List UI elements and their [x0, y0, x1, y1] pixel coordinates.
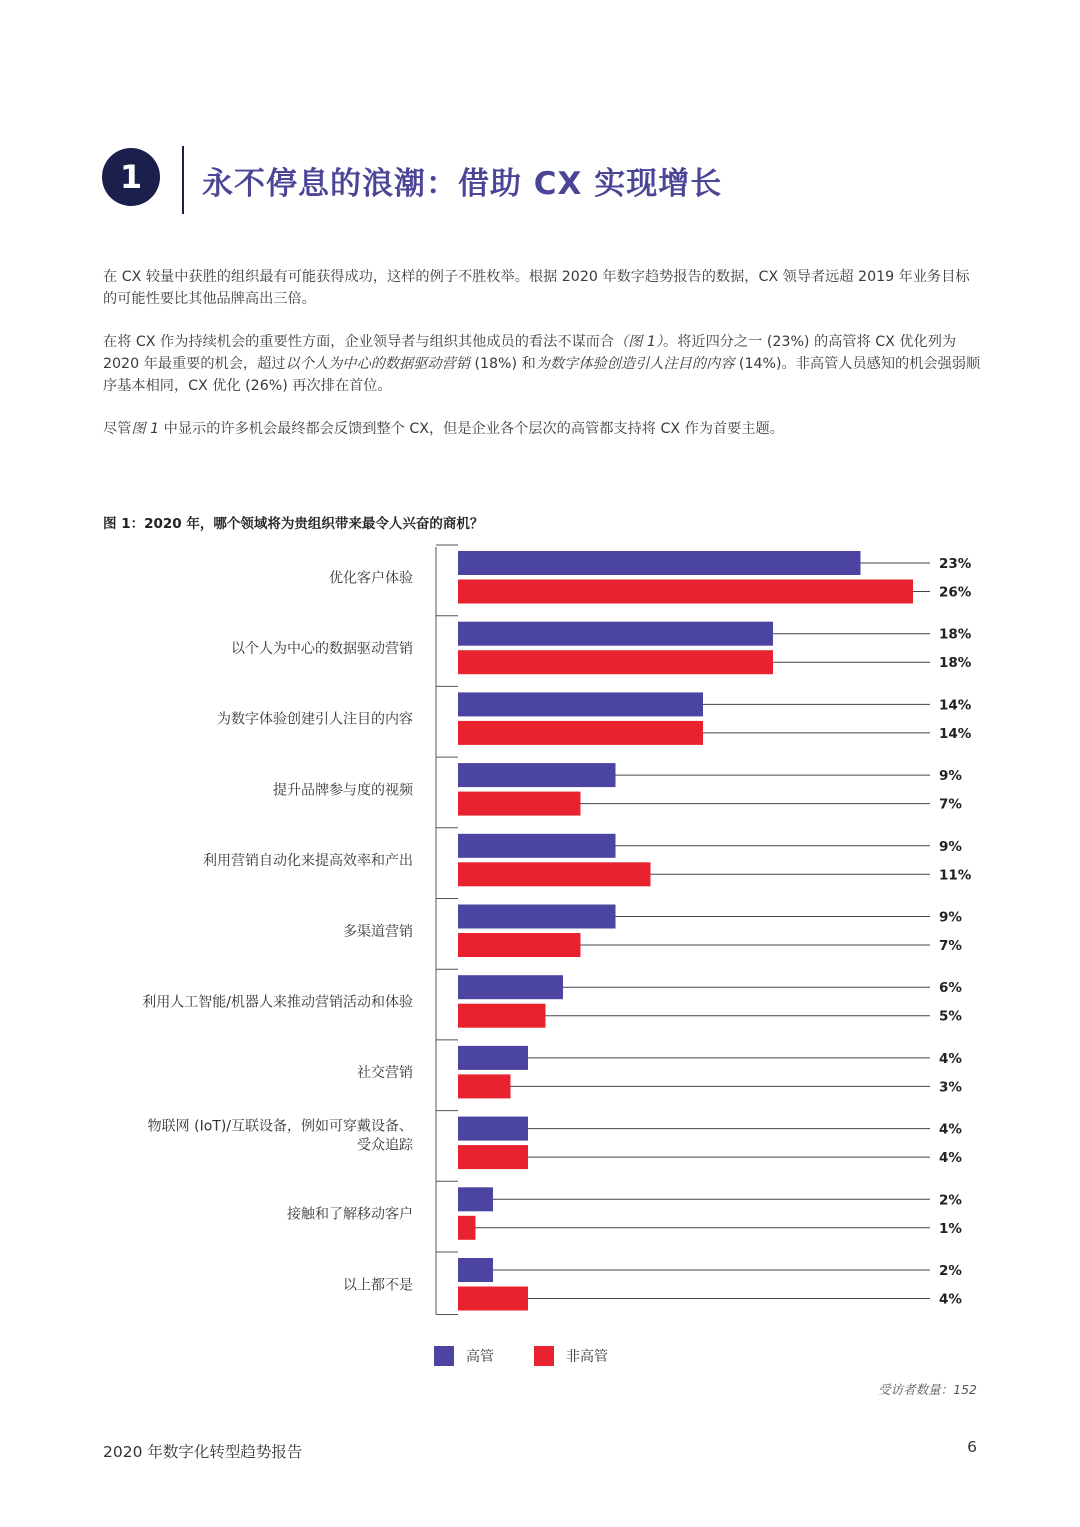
data-label: 18% — [939, 655, 972, 672]
category-label: 利用人工智能/机器人来推动营销活动和体验 — [142, 994, 413, 1011]
data-label: 1% — [939, 1220, 962, 1237]
category-label: 社交营销 — [357, 1065, 413, 1082]
data-label: 7% — [939, 938, 962, 954]
bar-non-executives — [458, 1287, 528, 1311]
bar-executives — [458, 692, 703, 716]
bar-executives — [458, 1046, 528, 1070]
legend-item-non-executives — [534, 1346, 608, 1366]
bar-non-executives — [458, 1216, 476, 1240]
category-label: 利用营销自动化来提高效率和产出 — [203, 853, 413, 870]
paragraph-2-text-4: (14%)。非高管人员感知的机会强弱顺序基本相同，CX 优化 (26%) 再次排在首位。 — [103, 356, 981, 394]
bar-executives — [458, 551, 861, 575]
bar-executives — [458, 1117, 528, 1141]
category-label: 为数字体验创建引人注目的内容 — [217, 711, 413, 728]
data-label: 7% — [939, 796, 962, 813]
data-label: 9% — [939, 909, 962, 926]
bar-executives — [458, 622, 773, 646]
paragraph-3 — [103, 418, 983, 440]
data-label: 2% — [939, 1263, 962, 1279]
paragraph-3-text-2: 中显示的许多机会最终都会反馈到整个 CX，但是企业各个层次的高管都支持将 CX 作为首要主题。 — [159, 421, 784, 437]
data-label: 4% — [939, 1050, 962, 1067]
paragraph-2-text-3: (18%) 和 — [469, 356, 536, 372]
bar-non-executives — [458, 1074, 511, 1098]
bar-non-executives — [458, 862, 651, 886]
figure-reference: （图 1） — [614, 334, 664, 350]
paragraph-1: 在 CX 较量中获胜的组织最有可能获得成功，这样的例子不胜枚举。根据 2020 年数字趋势报告的数据，CX 领导者远超 2019 年业务目标的可能性要比其他品牌高出三倍。 — [103, 269, 970, 307]
data-label: 5% — [939, 1008, 962, 1025]
data-label: 9% — [939, 838, 962, 855]
sample-size-note: 受访者数量：152 — [878, 1382, 977, 1397]
opportunities-bar-chart — [0, 540, 1080, 1320]
legend-swatch-non-executives — [534, 1346, 554, 1366]
bar-executives — [458, 834, 616, 858]
bar-non-executives — [458, 1145, 528, 1169]
bar-non-executives — [458, 650, 773, 674]
page-title: 永不停息的浪潮：借助 CX 实现增长 — [202, 166, 723, 202]
legend-label-executives: 高管 — [466, 1349, 494, 1365]
figure-caption: 图 1：2020 年，哪个领域将为贵组织带来最令人兴奋的商机？ — [103, 516, 484, 532]
legend-swatch-executives — [434, 1346, 454, 1366]
emphasis-compelling-content: 为数字体验创造引人注目的内容 — [535, 356, 735, 372]
category-label: 以上都不是 — [343, 1277, 413, 1294]
bar-non-executives — [458, 792, 581, 816]
data-label: 3% — [939, 1079, 962, 1096]
data-label: 4% — [939, 1291, 962, 1308]
category-label: 接触和了解移动客户 — [287, 1206, 413, 1223]
data-label: 4% — [939, 1150, 962, 1167]
data-label: 11% — [939, 867, 972, 884]
data-label: 18% — [939, 626, 972, 643]
data-label: 9% — [939, 768, 962, 785]
bar-non-executives — [458, 580, 913, 604]
category-label: 物联网 (IoT)/互联设备，例如可穿戴设备、受众追踪 — [147, 1118, 413, 1154]
bar-non-executives — [458, 1004, 546, 1028]
legend-item-executives — [434, 1346, 494, 1366]
data-label: 14% — [939, 725, 972, 742]
data-label: 14% — [939, 697, 972, 714]
bar-non-executives — [458, 933, 581, 957]
category-label: 以个人为中心的数据驱动营销 — [231, 640, 413, 657]
paragraph-2 — [103, 331, 983, 397]
data-label: 23% — [939, 556, 972, 572]
paragraph-3-text-1: 尽管 — [103, 421, 132, 437]
legend-label-non-executives: 非高管 — [566, 1349, 608, 1365]
data-label: 2% — [939, 1192, 962, 1209]
data-label: 6% — [939, 980, 962, 997]
chart-legend — [434, 1346, 648, 1366]
bar-executives — [458, 975, 563, 999]
category-label: 多渠道营销 — [343, 923, 413, 940]
header-divider — [182, 146, 184, 214]
section-header — [102, 142, 1002, 218]
category-label: 优化客户体验 — [329, 570, 413, 587]
bar-executives — [458, 1258, 493, 1282]
footer-report-title: 2020 年数字化转型趋势报告 — [103, 1443, 303, 1461]
data-label: 26% — [939, 584, 972, 601]
page-number: 6 — [967, 1438, 977, 1456]
section-number-badge: 1 — [102, 148, 160, 206]
category-label: 提升品牌参与度的视频 — [273, 782, 413, 799]
data-label: 4% — [939, 1121, 962, 1138]
bar-executives — [458, 1187, 493, 1211]
paragraph-2-text-2: 。将近四分之一 (23%) 的高管将 CX 优化列为 2020 年最重要的机会，超过 — [103, 334, 957, 372]
figure-reference: 图 1 — [131, 421, 160, 437]
paragraph-2-text-1: 在将 CX 作为持续机会的重要性方面，企业领导者与组织其他成员的看法不谋而合 — [103, 334, 615, 350]
bar-executives — [458, 905, 616, 929]
bar-non-executives — [458, 721, 703, 745]
bar-executives — [458, 763, 616, 787]
emphasis-data-driven-marketing: 以个人为中心的数据驱动营销 — [285, 356, 470, 372]
